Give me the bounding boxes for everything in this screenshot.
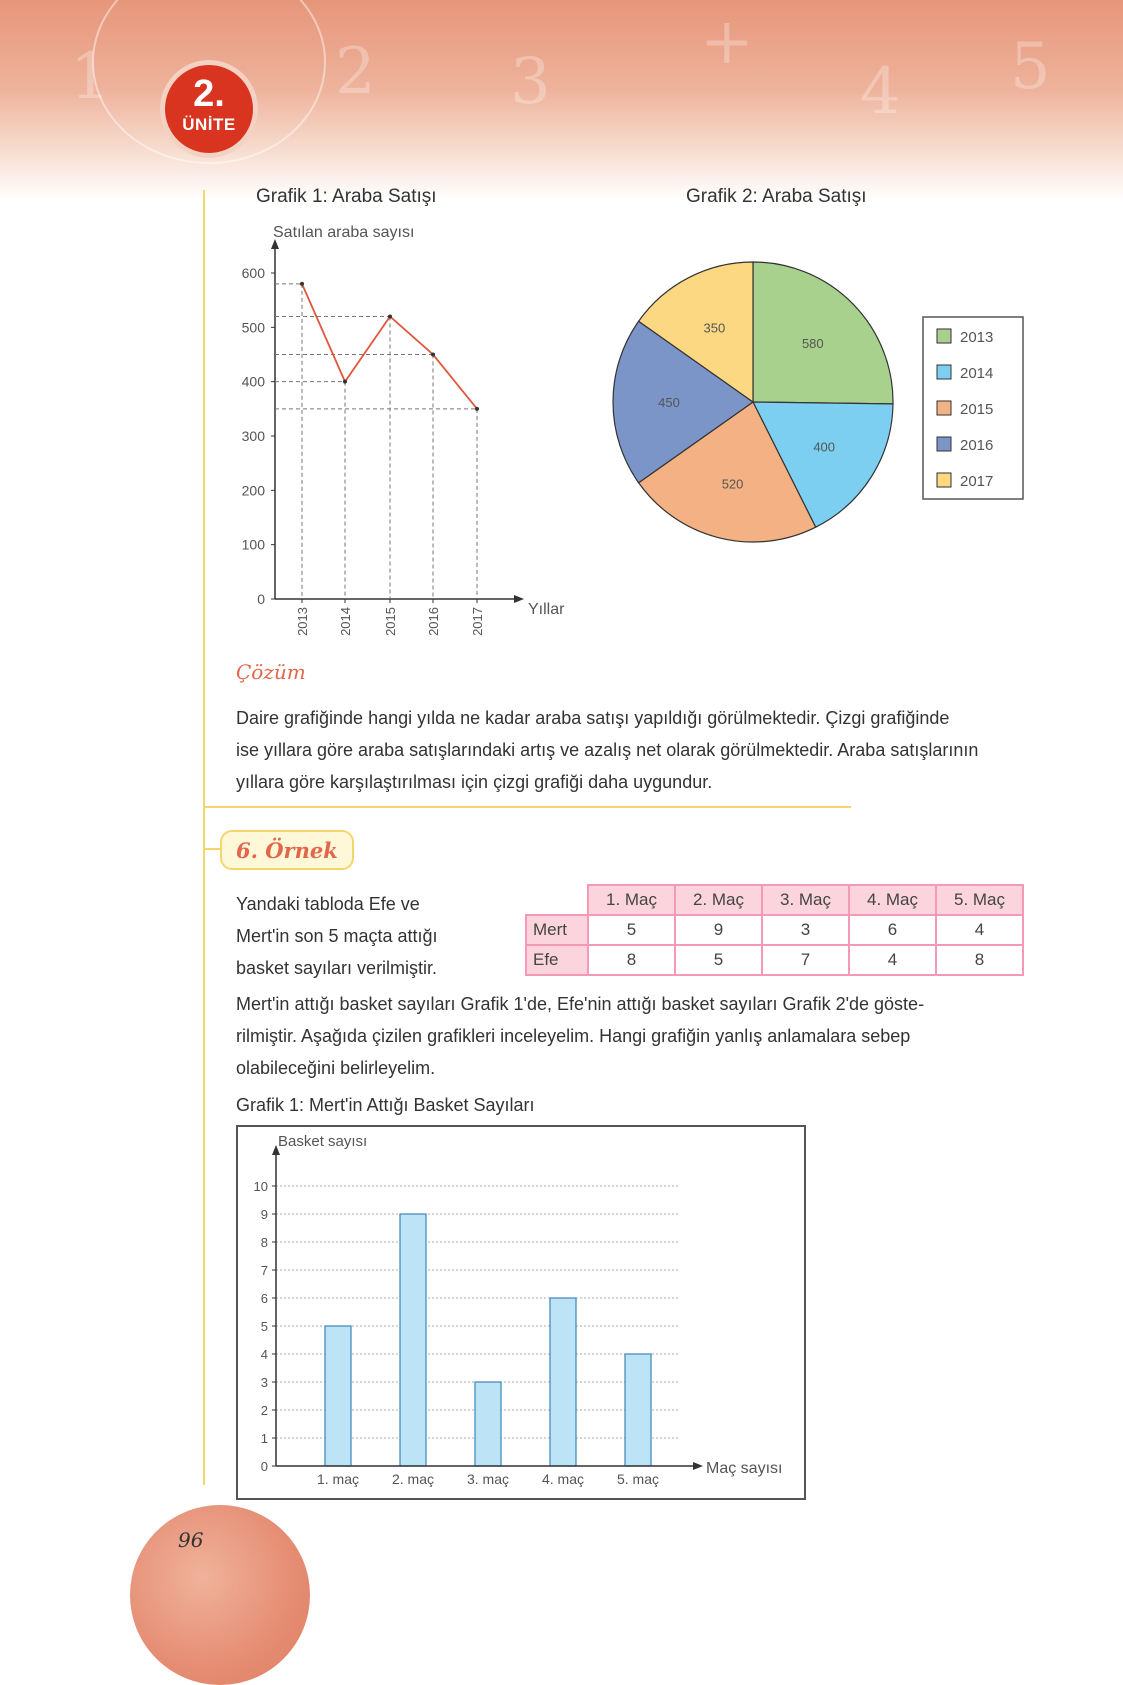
- line-chart-x-tick-label: 2014: [338, 607, 353, 636]
- bar-chart-x-tick-label: 3. maç: [466, 1471, 510, 1487]
- pie-legend-swatch: [937, 365, 951, 379]
- table-header-cell: 4. Maç: [849, 885, 936, 915]
- table-cell: 7: [762, 945, 849, 975]
- bar-chart-x-arrow: [693, 1462, 703, 1470]
- bar-chart-ylabel: Basket sayısı: [278, 1133, 368, 1150]
- pie-legend-label: 2015: [960, 401, 994, 418]
- table-row: [526, 945, 1023, 975]
- bar-chart-y-tick-label: 5: [260, 1319, 268, 1334]
- solution-box-border: [203, 806, 851, 808]
- intro-line: Mert'in son 5 maçta attığı: [236, 926, 438, 946]
- question-line: Mert'in attığı basket sayıları Grafik 1'de, Efe'nin attığı basket sayıları Grafik 2'de göste-: [236, 994, 925, 1014]
- bar-chart-xlabel: Maç sayısı: [706, 1460, 783, 1477]
- pie-legend-swatch: [937, 329, 951, 343]
- question-line: rilmiştir. Aşağıda çizilen grafikleri inceleyelim. Hangi grafiğin yanlış anlamalara sebep: [236, 1026, 911, 1046]
- bar-chart-y-tick-label: 0: [260, 1459, 268, 1474]
- line-chart-point: [300, 282, 304, 286]
- pie-slice: [753, 262, 893, 404]
- pie-chart: [600, 255, 1040, 555]
- example-tab-connector: [203, 848, 221, 850]
- header-deco-digit: 1: [70, 40, 111, 114]
- table-cell: 5: [675, 945, 762, 975]
- pie-legend-swatch: [937, 437, 951, 451]
- table-cell: 6: [849, 915, 936, 945]
- bar-chart-y-tick-label: 8: [260, 1235, 268, 1250]
- line-chart-y-tick-label: 500: [241, 319, 265, 336]
- bar-chart-x-tick-label: 4. maç: [541, 1471, 585, 1487]
- pie-slice-label: 350: [703, 320, 726, 336]
- solution-text: [236, 702, 1036, 798]
- line-chart-y-tick-label: 100: [241, 536, 265, 553]
- line-chart-x-tick-label: 2017: [470, 607, 485, 636]
- example-question: [236, 988, 1036, 1084]
- table-cell: 5: [588, 915, 675, 945]
- line-chart-y-tick-label: 200: [241, 482, 265, 499]
- table-cell: 4: [936, 915, 1023, 945]
- bar-chart-bar: [625, 1354, 651, 1466]
- bar-chart-y-tick-label: 2: [260, 1403, 268, 1418]
- bar-chart-x-tick-label: 5. maç: [616, 1471, 660, 1487]
- table-corner: [526, 885, 588, 915]
- table-row: [526, 915, 1023, 945]
- bar-chart-y-tick-label: 4: [260, 1347, 268, 1362]
- table-header-row: [526, 885, 1023, 915]
- pie-legend-label: 2016: [960, 437, 994, 454]
- bar-chart-bar: [325, 1326, 351, 1466]
- table-header-cell: 3. Maç: [762, 885, 849, 915]
- header-deco-digit: 4: [860, 55, 901, 129]
- pie-legend-swatch: [937, 401, 951, 415]
- pie-slice-label: 400: [813, 439, 836, 455]
- bar-chart-y-tick-label: 10: [253, 1179, 268, 1194]
- unit-label: ÜNİTE: [182, 115, 236, 134]
- question-line: olabileceğini belirleyelim.: [236, 1058, 436, 1078]
- bar-chart-y-tick-label: 3: [260, 1375, 268, 1390]
- solution-line: yıllara göre karşılaştırılması için çizgi grafiği daha uygundur.: [236, 772, 713, 792]
- table-header-cell: 2. Maç: [675, 885, 762, 915]
- line-chart: [225, 215, 585, 655]
- table-cell: 4: [849, 945, 936, 975]
- solution-line: Daire grafiğinde hangi yılda ne kadar araba satışı yapıldığı görülmektedir. Çizgi grafiğinde: [236, 708, 950, 728]
- line-chart-point: [475, 407, 479, 411]
- pie-chart-title: Grafik 2: Araba Satışı: [686, 186, 867, 207]
- line-chart-y-tick-label: 0: [257, 591, 265, 607]
- page-number-badge: [130, 1505, 310, 1685]
- line-chart-ylabel: Satılan araba sayısı: [273, 224, 415, 241]
- pie-legend-label: 2014: [960, 365, 994, 382]
- bar-chart-y-tick-label: 9: [260, 1207, 268, 1222]
- solution-label: Çözüm: [236, 660, 306, 684]
- line-chart-y-tick-label: 400: [241, 373, 265, 390]
- pie-slice-label: 450: [658, 395, 680, 410]
- bar-chart-y-tick-label: 1: [260, 1431, 268, 1446]
- header-deco-digit: 5: [1010, 30, 1051, 104]
- table-cell: 8: [588, 945, 675, 975]
- bar-chart-title: Grafik 1: Mert'in Attığı Basket Sayıları: [236, 1095, 535, 1115]
- bar-chart-bar: [475, 1382, 501, 1466]
- table-cell: 9: [675, 915, 762, 945]
- unit-number: 2.: [193, 73, 225, 115]
- pie-slice-label: 520: [721, 476, 744, 492]
- table-row-name: Efe: [526, 945, 588, 975]
- page-number: 96: [178, 1528, 204, 1552]
- scores-table: [525, 884, 1024, 976]
- line-chart-point: [431, 353, 435, 357]
- table-header-cell: 1. Maç: [588, 885, 675, 915]
- header-deco-digit: 2: [335, 35, 376, 109]
- example-label: 6. Örnek: [236, 838, 338, 863]
- example-intro: [236, 888, 506, 984]
- pie-legend-label: 2017: [960, 473, 994, 490]
- intro-line: basket sayıları verilmiştir.: [236, 958, 438, 978]
- margin-line: [203, 190, 205, 1485]
- line-chart-x-tick-label: 2015: [383, 607, 398, 636]
- bar-chart-bar: [400, 1214, 426, 1466]
- table-cell: 3: [762, 915, 849, 945]
- pie-legend-swatch: [937, 473, 951, 487]
- bar-chart-x-tick-label: 1. maç: [316, 1471, 360, 1487]
- table-cell: 8: [936, 945, 1023, 975]
- line-chart-point: [388, 314, 392, 318]
- bar-chart: [238, 1127, 804, 1498]
- line-chart-y-tick-label: 600: [241, 265, 265, 281]
- line-chart-xlabel: Yıllar: [528, 601, 565, 618]
- example-tab: [220, 830, 354, 870]
- line-chart-x-tick-label: 2016: [426, 607, 441, 636]
- line-chart-y-tick-label: 300: [241, 428, 265, 444]
- bar-chart-x-tick-label: 2. maç: [391, 1471, 435, 1487]
- line-chart-title: Grafik 1: Araba Satışı: [256, 186, 437, 207]
- pie-legend-label: 2013: [960, 329, 994, 346]
- header-deco-digit: 3: [510, 45, 551, 119]
- pie-slice-label: 580: [801, 336, 824, 352]
- header-deco-digit: +: [700, 5, 754, 79]
- bar-chart-y-tick-label: 7: [260, 1263, 268, 1278]
- line-chart-point: [343, 380, 347, 384]
- solution-line: ise yıllara göre araba satışlarındaki artış ve azalış net olarak görülmektedir. Araba satışlarının: [236, 740, 979, 760]
- bar-chart-bar: [550, 1298, 576, 1466]
- unit-badge: [160, 60, 258, 158]
- line-chart-x-tick-label: 2013: [295, 607, 310, 636]
- table-header-cell: 5. Maç: [936, 885, 1023, 915]
- bar-chart-y-tick-label: 6: [260, 1291, 268, 1306]
- line-chart-x-arrow: [514, 595, 524, 603]
- intro-line: Yandaki tabloda Efe ve: [236, 894, 420, 914]
- table-row-name: Mert: [526, 915, 588, 945]
- bar-chart-frame: [236, 1125, 806, 1500]
